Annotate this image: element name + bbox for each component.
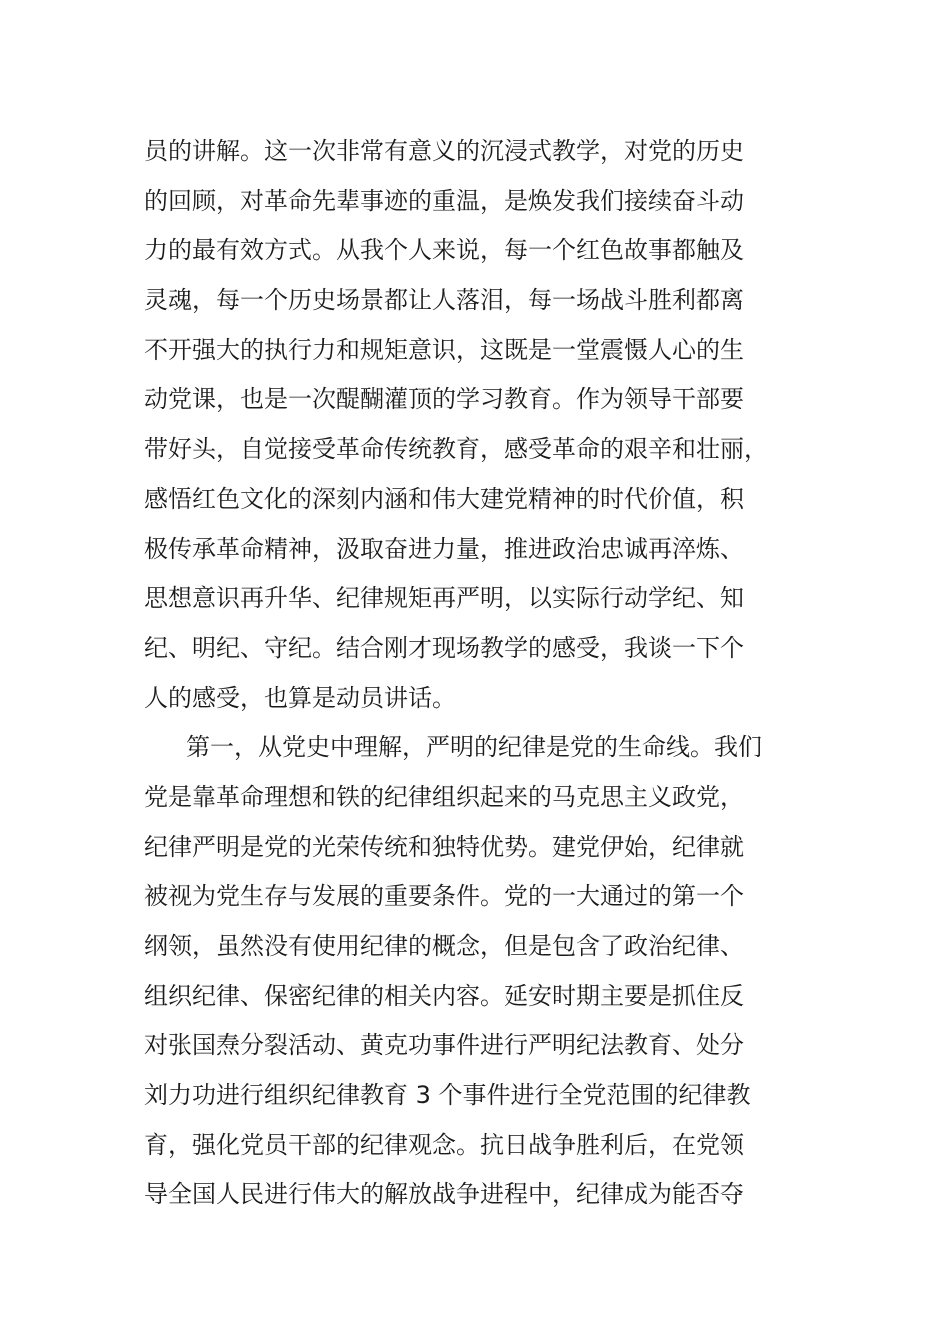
text-line: 思想意识再升华、纪律规矩再严明，以实际行动学纪、知 bbox=[144, 584, 744, 613]
text-line: 被视为党生存与发展的重要条件。党的一大通过的第一个 bbox=[144, 882, 744, 911]
text-line: 不开强大的执行力和规矩意识，这既是一堂震慑人心的生 bbox=[144, 335, 744, 364]
text-line: 力的最有效方式。从我个人来说，每一个红色故事都触及 bbox=[144, 236, 744, 265]
text-line: 纪、明纪、守纪。结合刚才现场教学的感受，我谈一下个 bbox=[144, 633, 744, 662]
text-line: 灵魂，每一个历史场景都让人落泪，每一场战斗胜利都离 bbox=[144, 286, 744, 315]
text-line: 对张国焘分裂活动、黄克功事件进行严明纪法教育、处分 bbox=[144, 1031, 744, 1060]
text-line: 组织纪律、保密纪律的相关内容。延安时期主要是抓住反 bbox=[144, 981, 744, 1010]
text-line: 纲领，虽然没有使用纪律的概念，但是包含了政治纪律、 bbox=[144, 932, 744, 960]
text-line: 动党课，也是一次醍醐灌顶的学习教育。作为领导干部要 bbox=[144, 385, 744, 414]
text-line: 导全国人民进行伟大的解放战争进程中，纪律成为能否夺 bbox=[144, 1180, 744, 1209]
text-line: 刘力功进行组织纪律教育 3 个事件进行全党范围的纪律教 bbox=[144, 1081, 751, 1110]
text-line: 纪律严明是党的光荣传统和独特优势。建党伊始，纪律就 bbox=[144, 832, 744, 861]
text-line: 的回顾，对革命先辈事迹的重温，是焕发我们接续奋斗动 bbox=[144, 186, 744, 215]
paragraph-start-line: 第一，从党史中理解，严明的纪律是党的生命线。我们 bbox=[186, 733, 762, 762]
text-line: 员的讲解。这一次非常有意义的沉浸式教学，对党的历史 bbox=[144, 137, 744, 165]
text-line: 极传承革命精神，汲取奋进力量，推进政治忠诚再淬炼、 bbox=[144, 534, 744, 563]
text-line: 育，强化党员干部的纪律观念。抗日战争胜利后，在党领 bbox=[144, 1130, 744, 1159]
text-line: 带好头，自觉接受革命传统教育，感受革命的艰辛和壮丽， bbox=[144, 435, 768, 464]
text-line: 感悟红色文化的深刻内涵和伟大建党精神的时代价值，积 bbox=[144, 484, 744, 513]
body-text bbox=[144, 127, 808, 1220]
text-line: 党是靠革命理想和铁的纪律组织起来的马克思主义政党， bbox=[144, 782, 744, 811]
text-line: 人的感受，也算是动员讲话。 bbox=[144, 683, 456, 712]
